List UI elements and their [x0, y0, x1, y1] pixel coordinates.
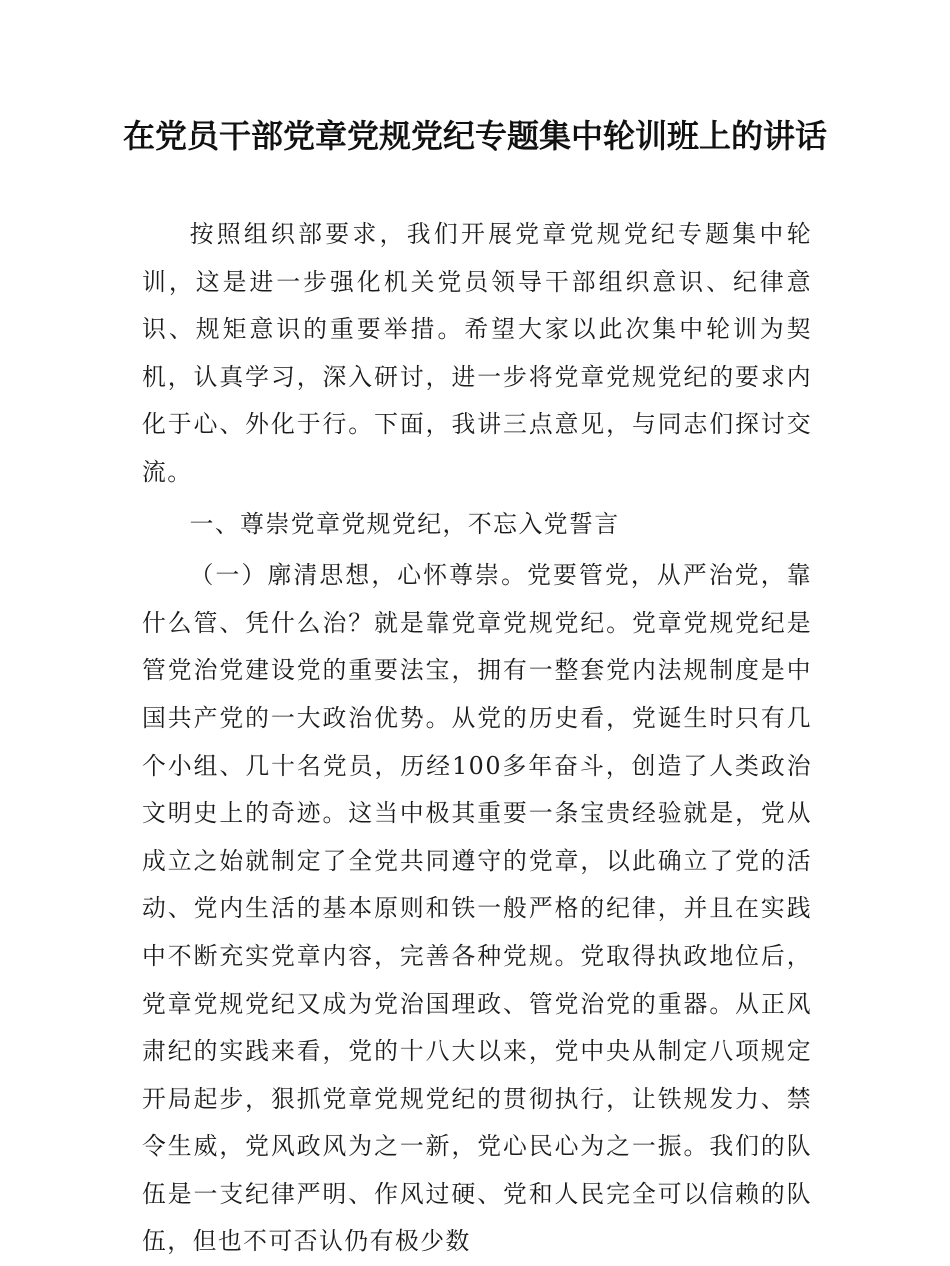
document-title: 在党员干部党章党规党纪专题集中轮训班上的讲话	[122, 117, 827, 155]
body-paragraph: （一）廓清思想，心怀尊崇。党要管党，从严治党，靠什么管、凭什么治？就是靠党章党规党纪。党章党规党纪是管党治党建设党的重要法宝，拥有一整套党内法规制度是中国共产党的一大政治优势。从党的历史看，党诞生时只有几个小组、几十名党员，历经100多年奋斗，创造了人类政治文明史上的奇迹。这当中极其重要一条宝贵经验就是，党从成立之始就制定了全党共同遵守的党章，以此确立了党的活动、党内生活的基本原则和铁一般严格的纪律，并且在实践中不断充实党章内容，完善各种党规。党取得执政地位后，党章党规党纪又成为党治国理政、管党治党的重器。从正风肃纪的实践来看，党的十八大以来，党中央从制定八项规定开局起步，狠抓党章党规党纪的贯彻执行，让铁规发力、禁令生威，党风政风为之一新，党心民心为之一振。我们的队伍是一支纪律严明、作风过硬、党和人民完全可以信赖的队伍，但也不可否认仍有极少数	[142, 561, 812, 1256]
intro-paragraph: 按照组织部要求，我们开展党章党规党纪专题集中轮训，这是进一步强化机关党员领导干部组织意识、纪律意识、规矩意识的重要举措。希望大家以此次集中轮训为契机，认真学习，深入研讨，进一步将党章党规党纪的要求内化于心、外化于行。下面，我讲三点意见，与同志们探讨交流。	[142, 220, 812, 486]
section-heading: 一、尊崇党章党规党纪，不忘入党誓言	[189, 509, 620, 538]
document-body	[142, 211, 812, 1266]
